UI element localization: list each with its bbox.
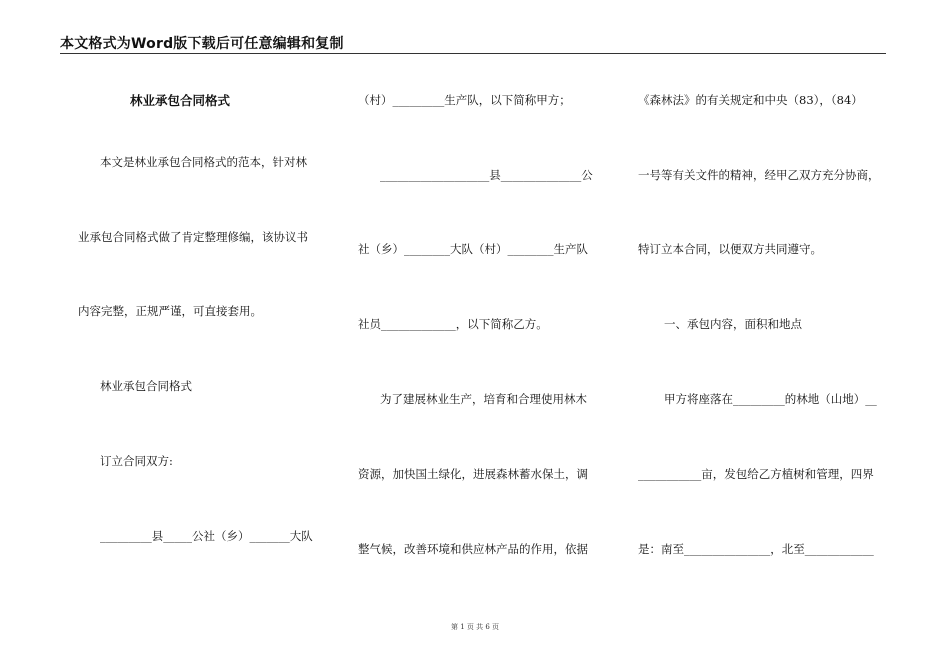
section-heading: 一、承包内容，面积和地点 bbox=[664, 317, 802, 331]
text-line: 社（乡）________大队（村）________生产队 bbox=[358, 242, 588, 256]
text-line: 甲方将座落在_________的林地（山地）__ bbox=[664, 392, 877, 406]
section-heading: 林业承包合同格式 bbox=[100, 379, 192, 393]
text-line: 内容完整，正规严谨，可直接套用。 bbox=[78, 304, 262, 318]
text-line: _________县_____公社（乡）_______大队 bbox=[100, 529, 313, 543]
text-line: 是：南至_______________，北至____________ bbox=[638, 542, 874, 556]
page-number-footer: 第 1 页 共 6 页 bbox=[450, 623, 500, 631]
text-line: 一号等有关文件的精神，经甲乙双方充分协商， bbox=[638, 168, 880, 182]
text-line: 为了建展林业生产，培育和合理使用林木 bbox=[380, 392, 587, 406]
header-divider bbox=[60, 53, 886, 54]
text-line: 特订立本合同，以便双方共同遵守。 bbox=[638, 242, 822, 256]
text-line: 社员_____________，以下简称乙方。 bbox=[358, 317, 548, 331]
text-line: ___________亩，发包给乙方植树和管理，四界 bbox=[638, 467, 874, 481]
text-line: 订立合同双方: bbox=[100, 454, 173, 468]
text-line: 资源，加快国土绿化，进展森林蓄水保土，调 bbox=[358, 467, 588, 481]
text-line: 《森林法》的有关规定和中央（83），（84） bbox=[638, 93, 863, 107]
text-line: ___________________县______________公 bbox=[380, 168, 593, 182]
text-line: 本文是林业承包合同格式的范本，针对林 bbox=[100, 155, 307, 169]
text-line: 业承包合同格式做了肯定整理修编，该协议书 bbox=[78, 230, 308, 244]
document-title: 林业承包合同格式 bbox=[130, 93, 231, 108]
text-line: （村）_________生产队，以下简称甲方； bbox=[358, 93, 571, 107]
document-header-title: 本文格式为Word版下载后可任意编辑和复制 bbox=[60, 36, 344, 52]
text-line: 整气候，改善环境和供应林产品的作用，依据 bbox=[358, 542, 588, 556]
